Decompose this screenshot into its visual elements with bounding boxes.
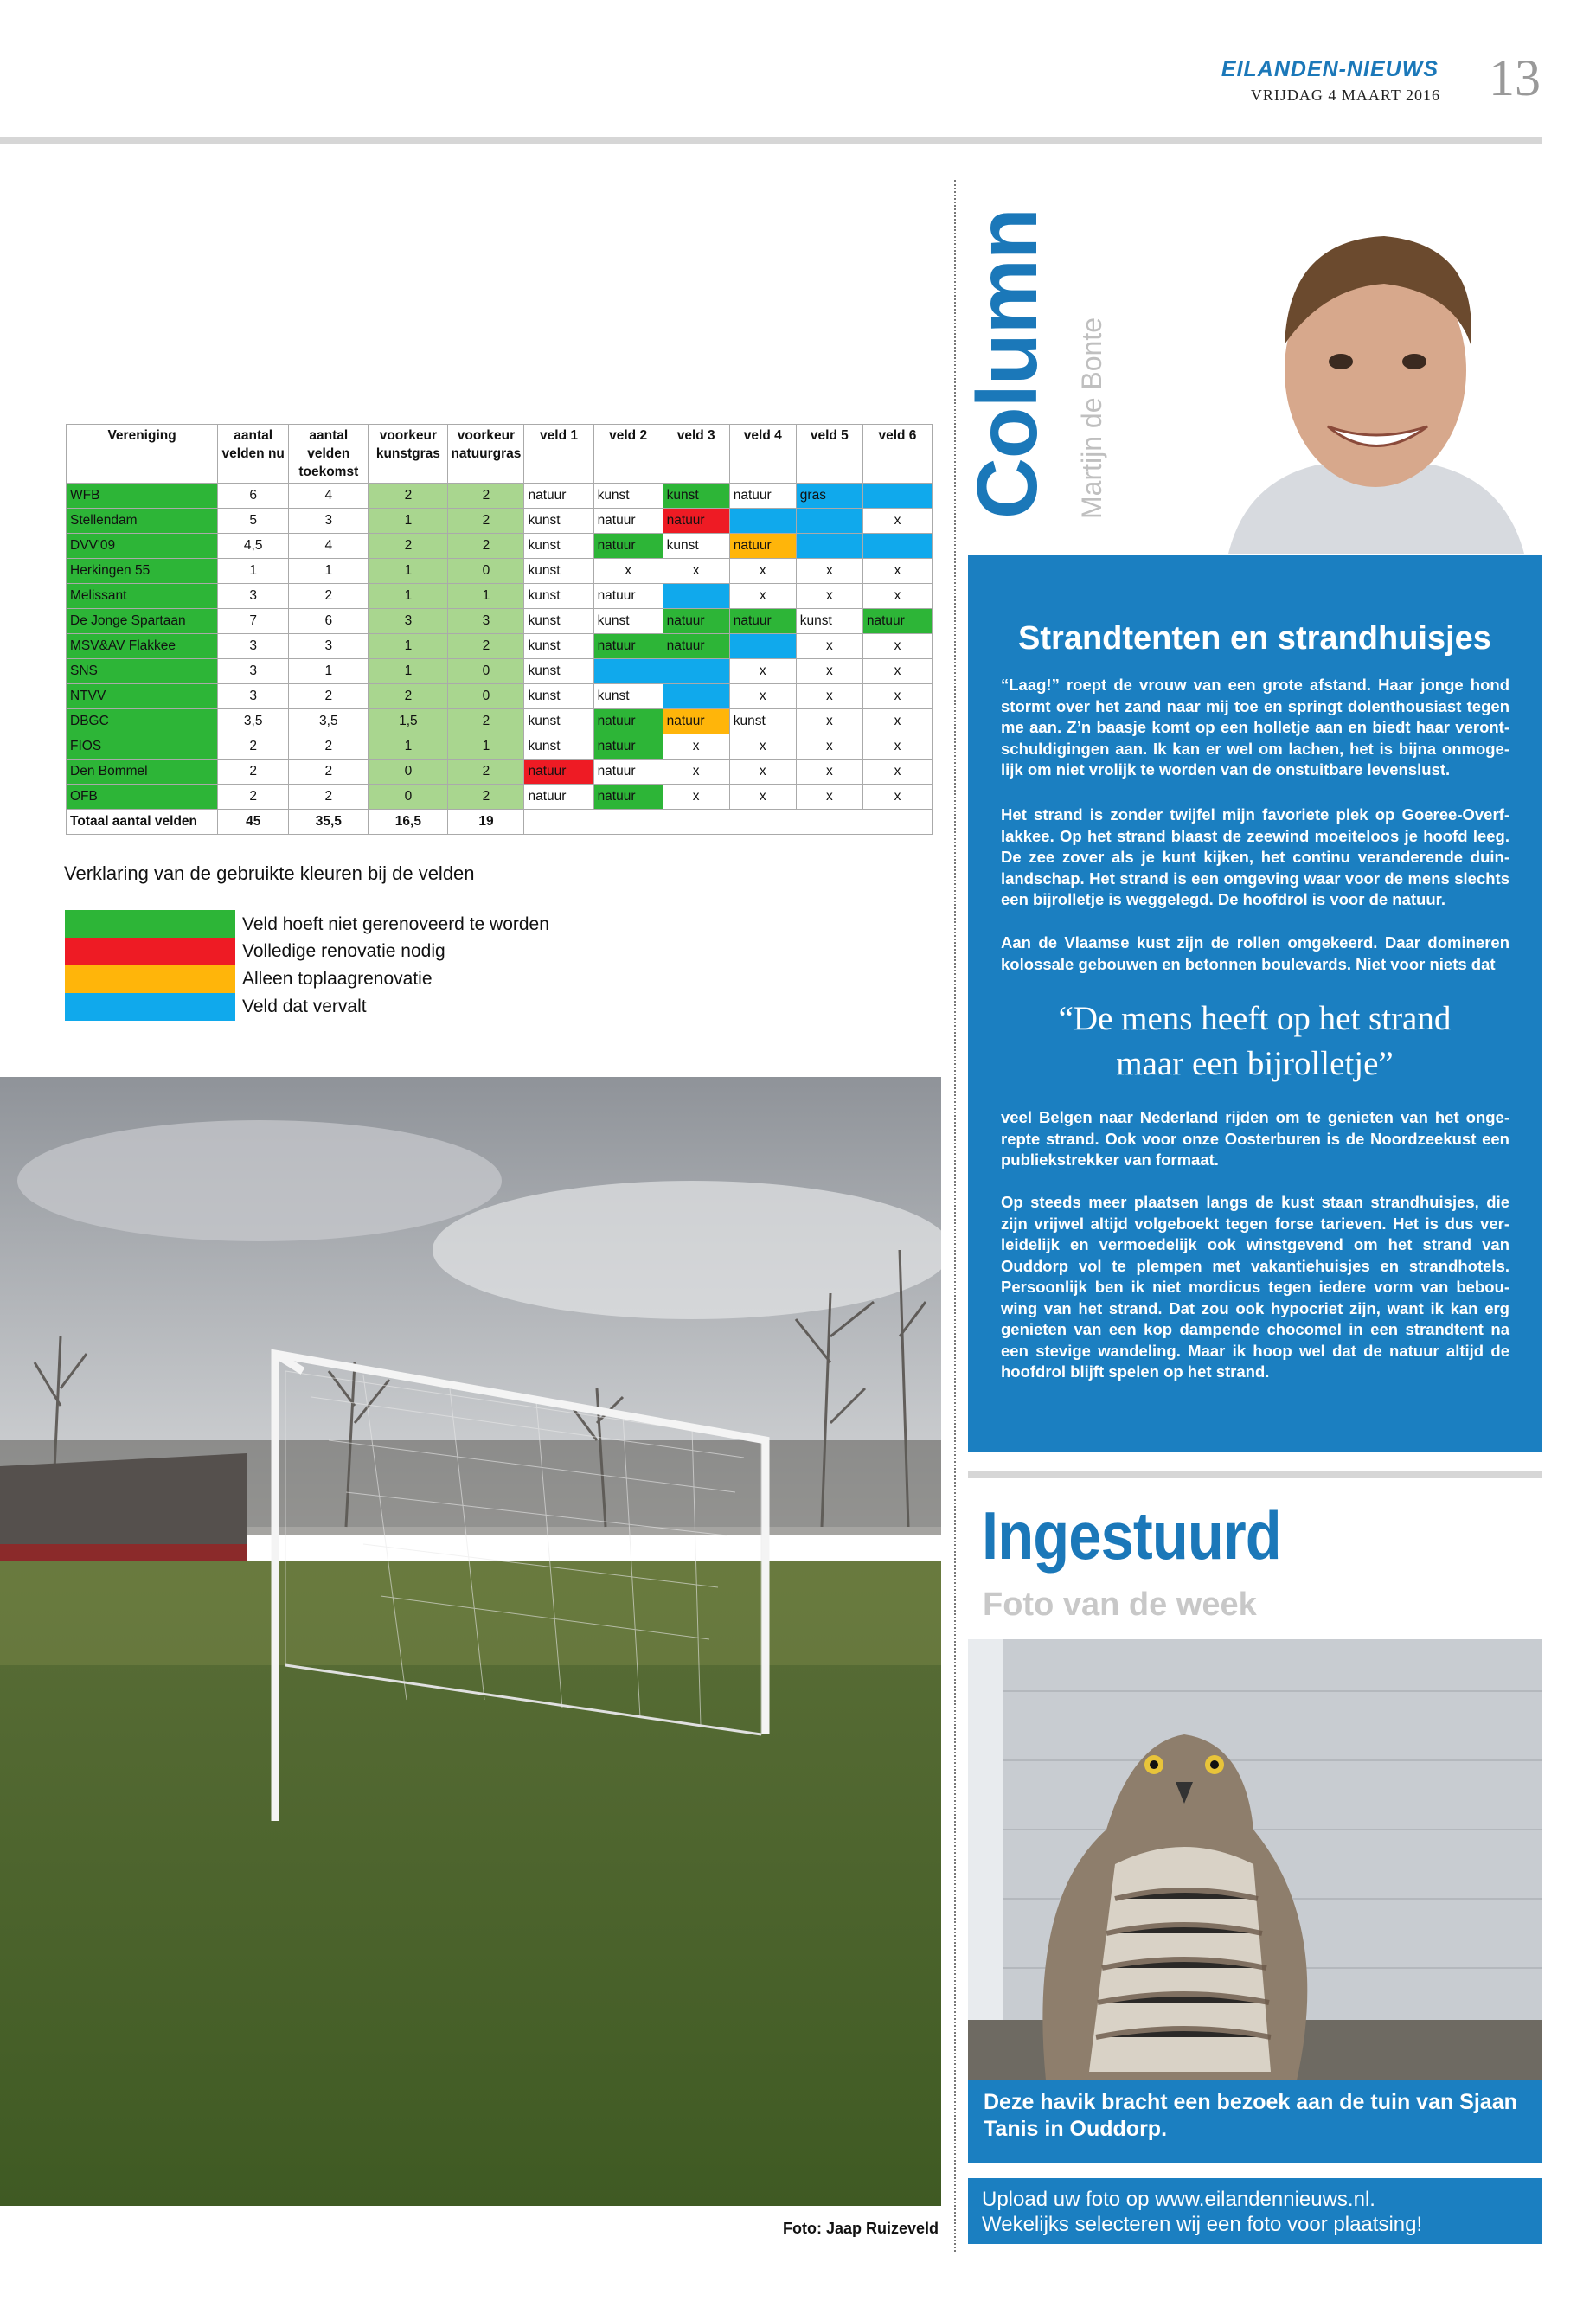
table-cell: x <box>862 734 932 760</box>
table-row <box>67 709 933 734</box>
dateline: VRIJDAG 4 MAART 2016 <box>1250 87 1440 104</box>
table-row <box>67 659 933 684</box>
table-cell: 2 <box>448 534 524 559</box>
table-cell: 3,5 <box>289 709 369 734</box>
table-cell: natuur <box>593 584 663 609</box>
table-cell: 2 <box>369 684 448 709</box>
table-cell: 1 <box>369 509 448 534</box>
table-row <box>67 609 933 634</box>
table-cell: 0 <box>369 785 448 810</box>
table-cell: x <box>796 659 862 684</box>
column-divider <box>954 180 956 2252</box>
header-cell: veld 2 <box>593 425 663 484</box>
table-cell: 0 <box>448 684 524 709</box>
table-cell: 0 <box>448 559 524 584</box>
upload-line: Wekelijks selecteren wij een foto voor plaatsing! <box>982 2213 1423 2236</box>
table-cell: 3 <box>289 634 369 659</box>
upload-box <box>968 2178 1542 2244</box>
table-cell: natuur <box>524 484 593 509</box>
table-cell <box>524 810 933 835</box>
table-cell: natuur <box>729 534 796 559</box>
legend-swatch-blue <box>65 993 235 1021</box>
table-cell: 2 <box>369 534 448 559</box>
hawk-caption: Deze havik bracht een bezoek aan de tuin van Sjaan Tanis in Ouddorp. <box>968 2080 1542 2163</box>
table-cell: 0 <box>448 659 524 684</box>
table-cell: 2 <box>289 785 369 810</box>
column-paragraph: Aan de Vlaamse kust zijn de rollen omgekeerd. Daar domineren kolossale gebouwen en betonnen boulevards. Niet voor niets dat <box>1001 933 1509 973</box>
table-cell: 4 <box>289 534 369 559</box>
table-cell: Herkingen 55 <box>67 559 218 584</box>
table-cell: 2 <box>289 760 369 785</box>
table-cell: x <box>796 734 862 760</box>
table-cell: 3 <box>218 684 289 709</box>
table-cell: 2 <box>448 509 524 534</box>
table-cell: 7 <box>218 609 289 634</box>
football-field-photo <box>0 1077 941 2206</box>
table-row <box>67 509 933 534</box>
table-cell: natuur <box>593 534 663 559</box>
table-cell: 1 <box>369 659 448 684</box>
table-cell: kunst <box>524 659 593 684</box>
legend-label: Alleen toplaagrenovatie <box>242 969 433 989</box>
table-cell: 1 <box>369 559 448 584</box>
table-cell: 2 <box>218 760 289 785</box>
table-cell: x <box>862 684 932 709</box>
table-cell: x <box>663 559 729 584</box>
legend-label: Veld hoeft niet gerenoveerd te worden <box>242 914 549 934</box>
table-cell: NTVV <box>67 684 218 709</box>
legend-label: Veld dat vervalt <box>242 997 367 1016</box>
table-cell: x <box>729 785 796 810</box>
table-cell: x <box>796 709 862 734</box>
legend-swatch-red <box>65 938 235 965</box>
table-cell: 35,5 <box>289 810 369 835</box>
table-cell: x <box>862 634 932 659</box>
table-cell: natuur <box>593 509 663 534</box>
masthead: EILANDEN-NIEUWS <box>1221 57 1439 81</box>
table-cell: 2 <box>448 760 524 785</box>
table-row <box>67 584 933 609</box>
table-cell: Den Bommel <box>67 760 218 785</box>
table-cell: 6 <box>289 609 369 634</box>
table-cell: x <box>862 509 932 534</box>
table-cell: kunst <box>663 484 729 509</box>
author-portrait <box>1211 197 1542 554</box>
column-author: Martijn de Bonte <box>1076 317 1107 519</box>
legend-title: Verklaring van de gebruikte kleuren bij de velden <box>64 862 475 884</box>
header-cell: veld 4 <box>729 425 796 484</box>
table-cell: 1 <box>448 584 524 609</box>
table-cell: x <box>729 760 796 785</box>
table-cell <box>796 534 862 559</box>
table-cell: 1 <box>218 559 289 584</box>
table-cell: 2 <box>289 734 369 760</box>
table-cell: x <box>796 785 862 810</box>
table-cell: 2 <box>448 484 524 509</box>
table-cell: OFB <box>67 785 218 810</box>
table-row <box>67 785 933 810</box>
table-cell: 16,5 <box>369 810 448 835</box>
table-cell: x <box>729 584 796 609</box>
table-cell: x <box>862 785 932 810</box>
column-paragraph: veel Belgen naar Nederland rijden om te genieten van het onge-repte strand. Ook voor onze Oosterburen is de Noordzeekust een publiekstrekker van formaat. <box>1001 1108 1509 1169</box>
table-cell: kunst <box>524 709 593 734</box>
table-cell <box>663 684 729 709</box>
table-cell: 3 <box>218 659 289 684</box>
table-cell: 1 <box>369 734 448 760</box>
page-number: 13 <box>1489 49 1541 106</box>
upload-line: Upload uw foto op www.eilandennieuws.nl. <box>982 2188 1375 2211</box>
table-cell: natuur <box>663 609 729 634</box>
table-cell: 2 <box>289 584 369 609</box>
table-cell: x <box>663 785 729 810</box>
table-cell: Stellendam <box>67 509 218 534</box>
table-cell: Totaal aantal velden <box>67 810 218 835</box>
table-total-row <box>67 810 933 835</box>
table-row <box>67 534 933 559</box>
table-cell: x <box>663 760 729 785</box>
ingestuurd-title: Ingestuurd <box>982 1497 1281 1574</box>
table-cell: x <box>862 709 932 734</box>
table-row <box>67 684 933 709</box>
photo-credit: Foto: Jaap Ruizeveld <box>782 2220 939 2237</box>
table-cell <box>729 634 796 659</box>
table-cell: kunst <box>593 609 663 634</box>
table-cell: natuur <box>729 484 796 509</box>
table-cell <box>729 509 796 534</box>
column-label: Column <box>959 208 1054 519</box>
table-cell: SNS <box>67 659 218 684</box>
table-cell: 2 <box>218 734 289 760</box>
legend-swatch-orange <box>65 965 235 993</box>
table-row <box>67 559 933 584</box>
table-cell: 2 <box>448 785 524 810</box>
table-cell: kunst <box>796 609 862 634</box>
table-cell: kunst <box>524 584 593 609</box>
table-cell: MSV&AV Flakkee <box>67 634 218 659</box>
table-cell: kunst <box>593 484 663 509</box>
table-cell <box>796 509 862 534</box>
table-cell: 2 <box>369 484 448 509</box>
header-cell: veld 6 <box>862 425 932 484</box>
header-rule <box>0 137 1542 144</box>
table-cell: natuur <box>593 709 663 734</box>
section-rule <box>968 1471 1542 1478</box>
hawk-photo <box>968 1639 1542 2080</box>
table-cell: 1 <box>369 634 448 659</box>
table-cell: natuur <box>593 785 663 810</box>
table-cell: 1 <box>289 659 369 684</box>
table-cell: kunst <box>663 534 729 559</box>
table-cell: DVV'09 <box>67 534 218 559</box>
table-cell: 2 <box>448 709 524 734</box>
table-cell: 19 <box>448 810 524 835</box>
legend-label: Volledige renovatie nodig <box>242 941 445 961</box>
table-cell: x <box>862 659 932 684</box>
table-cell: 0 <box>369 760 448 785</box>
fields-table <box>66 424 933 835</box>
legend-swatch-green <box>65 910 235 938</box>
column-paragraph: “Laag!” roept de vrouw van een grote afstand. Haar jonge hond stormt over het zand naar mij toe en springt dolenthousiast tegen me aan. Z’n baasje komt op een holletje aan en biedt haar veront-schuldigingen aan. Ik kan er wel om lachen, het is bijna onmoge-lijk om niet vrolijk te worden van de onstuitbare levenslust. <box>1001 676 1509 779</box>
pull-quote-line: “De mens heeft op het strand <box>1058 1000 1452 1037</box>
table-cell: 2 <box>218 785 289 810</box>
table-cell: kunst <box>524 609 593 634</box>
table-cell: kunst <box>524 509 593 534</box>
table-cell: 1 <box>448 734 524 760</box>
table-cell <box>862 534 932 559</box>
header-cell: veld 3 <box>663 425 729 484</box>
table-cell: kunst <box>729 709 796 734</box>
table-cell: natuur <box>862 609 932 634</box>
table-cell: 3 <box>218 634 289 659</box>
table-cell: natuur <box>593 734 663 760</box>
header-cell: voorkeur natuurgras <box>448 425 524 484</box>
pull-quote-line: maar een bijrolletje” <box>1116 1045 1394 1082</box>
table-cell: natuur <box>593 634 663 659</box>
table-row <box>67 734 933 760</box>
table-cell: x <box>663 734 729 760</box>
table-cell: 1 <box>289 559 369 584</box>
header-cell: Vereniging <box>67 425 218 484</box>
table-cell: x <box>796 684 862 709</box>
table-row <box>67 760 933 785</box>
table-cell: DBGC <box>67 709 218 734</box>
table-header-row <box>67 425 933 484</box>
table-cell: Melissant <box>67 584 218 609</box>
table-cell: gras <box>796 484 862 509</box>
header-cell: veld 1 <box>524 425 593 484</box>
table-cell: WFB <box>67 484 218 509</box>
table-cell: 2 <box>448 634 524 659</box>
table-cell: 1,5 <box>369 709 448 734</box>
table-cell: x <box>729 559 796 584</box>
header-cell: aantal velden toekomst <box>289 425 369 484</box>
table-cell: natuur <box>524 785 593 810</box>
column-paragraph: Het strand is zonder twijfel mijn favoriete plek op Goeree-Overf-lakkee. Op het strand blaast de zeewind moeiteloos je hoofd leeg. De zee zover als je kunt kijken, het continu veranderende duin-landschap. Het strand is een omgeving waar voor de mens slechts een bijrolletje is weggelegd. De hoofdrol is voor de natuur. <box>1001 805 1509 908</box>
table-cell: x <box>729 684 796 709</box>
ingestuurd-subtitle: Foto van de week <box>983 1586 1257 1623</box>
table-row <box>67 484 933 509</box>
table-cell: kunst <box>524 634 593 659</box>
table-cell: 3 <box>448 609 524 634</box>
table-cell: natuur <box>663 634 729 659</box>
table-cell: 5 <box>218 509 289 534</box>
table-cell: kunst <box>524 684 593 709</box>
table-cell: natuur <box>524 760 593 785</box>
table-cell: x <box>796 584 862 609</box>
table-cell: kunst <box>524 734 593 760</box>
table-cell <box>862 484 932 509</box>
table-cell: De Jonge Spartaan <box>67 609 218 634</box>
table-cell: 6 <box>218 484 289 509</box>
table-cell <box>663 659 729 684</box>
table-cell: 3 <box>218 584 289 609</box>
table-cell: FIOS <box>67 734 218 760</box>
table-cell: 3 <box>289 509 369 534</box>
table-cell: 2 <box>289 684 369 709</box>
table-cell <box>593 659 663 684</box>
table-cell: x <box>862 760 932 785</box>
table-cell: natuur <box>663 509 729 534</box>
header-cell: aantal velden nu <box>218 425 289 484</box>
table-cell: 4 <box>289 484 369 509</box>
table-cell: 3 <box>369 609 448 634</box>
table-cell: natuur <box>663 709 729 734</box>
table-row <box>67 634 933 659</box>
table-cell: kunst <box>593 684 663 709</box>
table-cell: 1 <box>369 584 448 609</box>
table-cell: x <box>593 559 663 584</box>
table-cell: 3,5 <box>218 709 289 734</box>
column-title: Strandtenten en strandhuisjes <box>1018 620 1491 657</box>
table-cell: natuur <box>729 609 796 634</box>
table-cell: x <box>862 559 932 584</box>
header-cell: voorkeur kunstgras <box>369 425 448 484</box>
table-cell: 4,5 <box>218 534 289 559</box>
header-cell: veld 5 <box>796 425 862 484</box>
table-cell: natuur <box>593 760 663 785</box>
column-paragraph: Op steeds meer plaatsen langs de kust staan strandhuisjes, die zijn vrijwel altijd volgeboekt tegen forse tarieven. Het is dus ver-leidelijk en vermoedelijk ook winstgevend om het strand van Ouddorp vol te plempen met vakantiehuisjes en strandhotels. Persoonlijk ben ik niet mordicus tegen iedere vorm van bebou-wing van het strand. Dat zou ook hypocriet zijn, want ik kan erg genieten van een kop dampende chocomel in een strandtent na een stevige wandeling. Maar ik hoop wel dat de natuur altijd de hoofdrol blijft spelen op het strand. <box>1001 1193 1509 1381</box>
table-cell: x <box>862 584 932 609</box>
table-cell: x <box>796 559 862 584</box>
table-cell: 45 <box>218 810 289 835</box>
table-cell: x <box>729 734 796 760</box>
table-cell: x <box>796 760 862 785</box>
column-box <box>968 555 1542 1452</box>
table-cell: kunst <box>524 559 593 584</box>
table-cell: kunst <box>524 534 593 559</box>
table-cell: x <box>729 659 796 684</box>
table-cell <box>663 584 729 609</box>
table-cell: x <box>796 634 862 659</box>
